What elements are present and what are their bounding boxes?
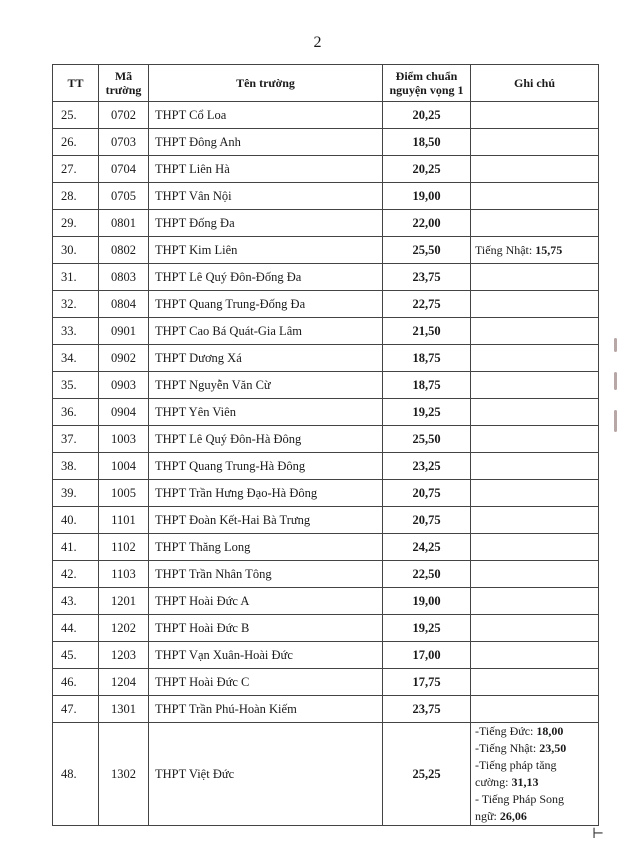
cell-diem-chuan: 20,75 bbox=[383, 480, 471, 507]
cell-ten-truong: THPT Đống Đa bbox=[149, 210, 383, 237]
cell-diem-chuan: 23,25 bbox=[383, 453, 471, 480]
cell-ten-truong: THPT Lê Quý Đôn-Đống Đa bbox=[149, 264, 383, 291]
table-row bbox=[53, 291, 599, 318]
cell-ma-truong: 1204 bbox=[99, 669, 149, 696]
margin-mark bbox=[614, 372, 617, 390]
cell-tt: 37. bbox=[53, 426, 99, 453]
page-number: 2 bbox=[313, 34, 322, 51]
cell-ma-truong: 1201 bbox=[99, 588, 149, 615]
table-row bbox=[53, 453, 599, 480]
cell-diem-chuan: 17,00 bbox=[383, 642, 471, 669]
cell-diem-chuan: 24,25 bbox=[383, 534, 471, 561]
header-diem-line1: Điểm chuẩn bbox=[395, 69, 458, 83]
note-value: 31,13 bbox=[511, 775, 539, 789]
cell-tt: 34. bbox=[53, 345, 99, 372]
table-row bbox=[53, 345, 599, 372]
header-ghi-chu: Ghi chú bbox=[471, 65, 599, 102]
table-row bbox=[53, 642, 599, 669]
cell-diem-chuan: 22,75 bbox=[383, 291, 471, 318]
pen-mark: ⊢ bbox=[592, 827, 605, 842]
cell-diem-chuan: 19,00 bbox=[383, 588, 471, 615]
cell-ten-truong: THPT Hoài Đức B bbox=[149, 615, 383, 642]
cell-tt: 26. bbox=[53, 129, 99, 156]
cell-tt: 31. bbox=[53, 264, 99, 291]
cell-tt: 44. bbox=[53, 615, 99, 642]
cell-ma-truong: 0903 bbox=[99, 372, 149, 399]
cell-tt: 33. bbox=[53, 318, 99, 345]
cell-tt: 36. bbox=[53, 399, 99, 426]
cell-ma-truong: 0901 bbox=[99, 318, 149, 345]
cell-ghi-chu bbox=[471, 183, 599, 210]
cell-diem-chuan: 18,75 bbox=[383, 372, 471, 399]
cell-ma-truong: 1202 bbox=[99, 615, 149, 642]
cell-ghi-chu bbox=[471, 534, 599, 561]
cell-ten-truong: THPT Hoài Đức A bbox=[149, 588, 383, 615]
cell-ma-truong: 0902 bbox=[99, 345, 149, 372]
cell-diem-chuan: 18,75 bbox=[383, 345, 471, 372]
cell-ghi-chu bbox=[471, 318, 599, 345]
cell-tt: 30. bbox=[53, 237, 99, 264]
header-ma-line2: trường bbox=[105, 83, 142, 97]
header-ma-truong bbox=[99, 65, 149, 102]
table-row bbox=[53, 426, 599, 453]
cell-ma-truong: 0803 bbox=[99, 264, 149, 291]
cell-ten-truong: THPT Liên Hà bbox=[149, 156, 383, 183]
cell-tt: 42. bbox=[53, 561, 99, 588]
table-row bbox=[53, 615, 599, 642]
note-text: -Tiếng Nhật: bbox=[475, 741, 540, 755]
cell-ghi-chu bbox=[471, 615, 599, 642]
cell-ma-truong: 1203 bbox=[99, 642, 149, 669]
cell-ten-truong: THPT Dương Xá bbox=[149, 345, 383, 372]
table-row bbox=[53, 588, 599, 615]
cell-tt: 45. bbox=[53, 642, 99, 669]
cell-ten-truong: THPT Quang Trung-Hà Đông bbox=[149, 453, 383, 480]
cell-ma-truong: 0804 bbox=[99, 291, 149, 318]
cell-ma-truong: 0904 bbox=[99, 399, 149, 426]
note-line bbox=[475, 740, 594, 757]
cell-ten-truong: THPT Cổ Loa bbox=[149, 102, 383, 129]
cell-diem-chuan: 23,75 bbox=[383, 264, 471, 291]
cell-ten-truong: THPT Trần Nhân Tông bbox=[149, 561, 383, 588]
table-row bbox=[53, 156, 599, 183]
cell-ma-truong: 1103 bbox=[99, 561, 149, 588]
table-row bbox=[53, 129, 599, 156]
header-ma-line1: Mã bbox=[114, 69, 133, 83]
note-line bbox=[475, 791, 594, 808]
cell-ghi-chu bbox=[471, 345, 599, 372]
cell-tt: 25. bbox=[53, 102, 99, 129]
header-ten-truong: Tên trường bbox=[149, 65, 383, 102]
cell-ma-truong: 1005 bbox=[99, 480, 149, 507]
header-diem-chuan bbox=[383, 65, 471, 102]
margin-mark bbox=[614, 410, 617, 432]
cell-ghi-chu bbox=[471, 723, 599, 826]
cell-ghi-chu bbox=[471, 210, 599, 237]
cell-ten-truong: THPT Đông Anh bbox=[149, 129, 383, 156]
cell-ghi-chu bbox=[471, 102, 599, 129]
note-text: ngữ: bbox=[475, 809, 500, 823]
note-value: 18,00 bbox=[536, 724, 564, 738]
cell-tt: 41. bbox=[53, 534, 99, 561]
header-tt: TT bbox=[53, 65, 99, 102]
cell-ghi-chu bbox=[471, 129, 599, 156]
cell-tt: 28. bbox=[53, 183, 99, 210]
cell-ten-truong: THPT Thăng Long bbox=[149, 534, 383, 561]
table-row bbox=[53, 534, 599, 561]
cell-tt: 43. bbox=[53, 588, 99, 615]
table-row bbox=[53, 237, 599, 264]
cell-diem-chuan: 19,00 bbox=[383, 183, 471, 210]
note-line bbox=[475, 774, 594, 791]
admission-scores-table bbox=[52, 64, 599, 826]
note-text: - Tiếng Pháp Song bbox=[475, 792, 565, 806]
cell-tt: 40. bbox=[53, 507, 99, 534]
cell-tt: 46. bbox=[53, 669, 99, 696]
table-row bbox=[53, 183, 599, 210]
table-row bbox=[53, 264, 599, 291]
cell-ghi-chu bbox=[471, 561, 599, 588]
cell-tt: 48. bbox=[53, 723, 99, 826]
note-value: 26,06 bbox=[499, 809, 527, 823]
cell-ma-truong: 0802 bbox=[99, 237, 149, 264]
cell-diem-chuan: 23,75 bbox=[383, 696, 471, 723]
cell-ma-truong: 0702 bbox=[99, 102, 149, 129]
note-value: 23,50 bbox=[539, 741, 567, 755]
cell-ghi-chu bbox=[471, 696, 599, 723]
table-row bbox=[53, 210, 599, 237]
cell-ma-truong: 1003 bbox=[99, 426, 149, 453]
cell-ghi-chu bbox=[471, 480, 599, 507]
cell-diem-chuan: 22,00 bbox=[383, 210, 471, 237]
note-value: 15,75 bbox=[535, 242, 563, 257]
cell-ma-truong: 0703 bbox=[99, 129, 149, 156]
cell-ten-truong: THPT Lê Quý Đôn-Hà Đông bbox=[149, 426, 383, 453]
cell-tt: 39. bbox=[53, 480, 99, 507]
note-text: -Tiếng pháp tăng bbox=[475, 758, 557, 772]
cell-ghi-chu bbox=[471, 669, 599, 696]
cell-ghi-chu bbox=[471, 156, 599, 183]
table-row bbox=[53, 372, 599, 399]
cell-ten-truong: THPT Yên Viên bbox=[149, 399, 383, 426]
cell-diem-chuan: 25,50 bbox=[383, 237, 471, 264]
cell-ten-truong: THPT Trần Phú-Hoàn Kiếm bbox=[149, 696, 383, 723]
note-text: cường: bbox=[475, 775, 512, 789]
cell-ma-truong: 0801 bbox=[99, 210, 149, 237]
cell-diem-chuan: 22,50 bbox=[383, 561, 471, 588]
cell-ten-truong: THPT Kim Liên bbox=[149, 237, 383, 264]
cell-diem-chuan: 17,75 bbox=[383, 669, 471, 696]
cell-diem-chuan: 20,75 bbox=[383, 507, 471, 534]
cell-tt: 27. bbox=[53, 156, 99, 183]
cell-diem-chuan: 25,25 bbox=[383, 723, 471, 826]
cell-ghi-chu bbox=[471, 291, 599, 318]
table-row bbox=[53, 102, 599, 129]
cell-ghi-chu bbox=[471, 264, 599, 291]
cell-ghi-chu bbox=[471, 426, 599, 453]
cell-ghi-chu bbox=[471, 453, 599, 480]
note-text: -Tiếng Đức: bbox=[475, 724, 537, 738]
cell-ma-truong: 1102 bbox=[99, 534, 149, 561]
table-row bbox=[53, 480, 599, 507]
table-row bbox=[53, 507, 599, 534]
cell-tt: 35. bbox=[53, 372, 99, 399]
cell-ten-truong: THPT Quang Trung-Đống Đa bbox=[149, 291, 383, 318]
cell-tt: 47. bbox=[53, 696, 99, 723]
cell-ten-truong: THPT Trần Hưng Đạo-Hà Đông bbox=[149, 480, 383, 507]
cell-diem-chuan: 19,25 bbox=[383, 615, 471, 642]
table-row bbox=[53, 318, 599, 345]
cell-ma-truong: 1302 bbox=[99, 723, 149, 826]
cell-tt: 32. bbox=[53, 291, 99, 318]
cell-ghi-chu bbox=[471, 642, 599, 669]
note-line bbox=[475, 808, 594, 825]
cell-tt: 29. bbox=[53, 210, 99, 237]
cell-ghi-chu bbox=[471, 237, 599, 264]
table-row bbox=[53, 561, 599, 588]
cell-ma-truong: 1101 bbox=[99, 507, 149, 534]
cell-ma-truong: 0704 bbox=[99, 156, 149, 183]
cell-ten-truong: THPT Đoàn Kết-Hai Bà Trưng bbox=[149, 507, 383, 534]
table-row bbox=[53, 399, 599, 426]
cell-ma-truong: 1301 bbox=[99, 696, 149, 723]
table-row bbox=[53, 723, 599, 826]
cell-ghi-chu bbox=[471, 372, 599, 399]
cell-diem-chuan: 18,50 bbox=[383, 129, 471, 156]
table-body bbox=[53, 102, 599, 826]
table-row bbox=[53, 669, 599, 696]
cell-ten-truong: THPT Cao Bá Quát-Gia Lâm bbox=[149, 318, 383, 345]
cell-tt: 38. bbox=[53, 453, 99, 480]
cell-ghi-chu bbox=[471, 399, 599, 426]
cell-ten-truong: THPT Vạn Xuân-Hoài Đức bbox=[149, 642, 383, 669]
cell-ten-truong: THPT Vân Nội bbox=[149, 183, 383, 210]
cell-ma-truong: 1004 bbox=[99, 453, 149, 480]
cell-diem-chuan: 19,25 bbox=[383, 399, 471, 426]
cell-diem-chuan: 25,50 bbox=[383, 426, 471, 453]
note-text: Tiếng Nhật: bbox=[475, 242, 536, 257]
cell-ten-truong: THPT Hoài Đức C bbox=[149, 669, 383, 696]
table-row bbox=[53, 696, 599, 723]
cell-ghi-chu bbox=[471, 507, 599, 534]
header-diem-line2: nguyện vọng 1 bbox=[389, 83, 464, 97]
cell-diem-chuan: 21,50 bbox=[383, 318, 471, 345]
note-line bbox=[475, 723, 594, 740]
cell-diem-chuan: 20,25 bbox=[383, 156, 471, 183]
cell-ten-truong: THPT Việt Đức bbox=[149, 723, 383, 826]
margin-mark bbox=[614, 338, 617, 352]
note-line bbox=[475, 757, 594, 774]
table-header-row bbox=[53, 65, 599, 102]
note-line bbox=[475, 242, 594, 259]
cell-ten-truong: THPT Nguyễn Văn Cừ bbox=[149, 372, 383, 399]
cell-ghi-chu bbox=[471, 588, 599, 615]
cell-ma-truong: 0705 bbox=[99, 183, 149, 210]
cell-diem-chuan: 20,25 bbox=[383, 102, 471, 129]
